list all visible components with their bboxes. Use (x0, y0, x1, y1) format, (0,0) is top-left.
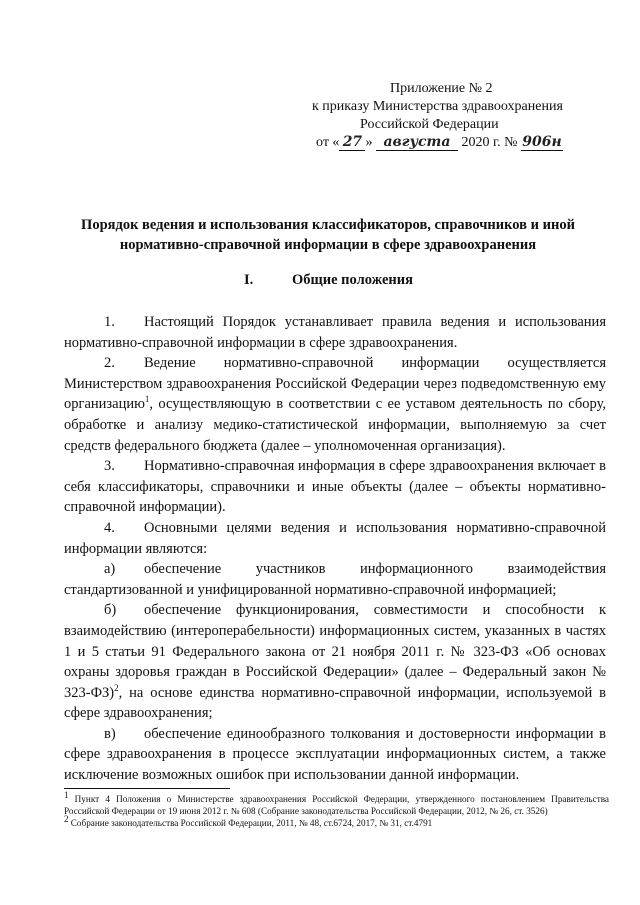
order-date-line (312, 134, 612, 152)
appendix-header (312, 80, 612, 152)
date-year: 2020 г. № (461, 135, 518, 150)
section-heading (244, 272, 413, 289)
paragraph-1: 1. Настоящий Порядок устанавливает правила ведения и использования нормативно-справочной информации в сфере здравоохранения. (64, 314, 606, 351)
ministry-name: Российской Федерации (360, 117, 499, 132)
section-title: Общие положения (292, 272, 413, 288)
handwritten-day: 27 (339, 134, 365, 151)
document-title: Порядок ведения и использования классификаторов, справочников и иной нормативно-справочной информации в сфере здравоохранения (81, 217, 575, 253)
footnote-1: $^1$ Пункт 4 Положения о Министерстве здравоохранения Российской Федерации, утвержденного постановлением Правительства Российской Федерации от 19 июня 2012 г. № 608 (Собрание законодательства Российской Федерации, 2012, № 26, ст. 3526) (64, 789, 610, 816)
footnote-2: $^2$ Собрание законодательства Российской Федерации, 2011, № 48, ст.6724, 2017, № 31, ст.4791 (64, 813, 433, 828)
footnote-ref-2: 2 (114, 682, 119, 693)
document-body (64, 312, 606, 786)
list-item-c: в) обеспечение единообразного толкования и достоверности информации в сфере здравоохранения в процессе эксплуатации информационных систем, а также исключение возможных ошибок при использовании данной информации. (64, 725, 606, 784)
list-item-b: б) обеспечение функционирования, совместимости и способности к взаимодействию (интероперабельности) информационных систем, указанных в частях 1 и 5 статьи 91 Федерального закона от 21 ноября 2011 г. № 323-ФЗ «Об основах охраны здоровья граждан в Российской Федерации» (далее – Федеральный закон № 323-ФЗ)$^2$, на основе единства нормативно-справочной информации, используемой в сфере здравоохранения; (64, 602, 606, 722)
section-number: I. (244, 272, 254, 288)
paragraph-2: 2. Ведение нормативно-справочной информации осуществляется Министерством здравоохранения Российской Федерации через подведомственную ему организацию$^1$, осуществляющую в соответствии с ее уставом деятельность по сбору, обработке и анализу медико-статистической информации, выполняемую за счет средств федерального бюджета (далее – уполномоченная организация). (64, 355, 606, 454)
appendix-label: Приложение № 2 (390, 81, 493, 96)
paragraph-3: 3. Нормативно-справочная информация в сфере здравоохранения включает в себя классификаторы, справочники и иные объекты (далее – объекты нормативно-справочной информации). (64, 458, 606, 516)
handwritten-month: августа (376, 134, 458, 151)
date-prefix: от « (316, 135, 340, 150)
handwritten-order-number: 906н (522, 134, 562, 150)
date-mid: » (365, 135, 373, 150)
paragraph-4: 4. Основными целями ведения и использования нормативно-справочной информации являются: (64, 519, 606, 557)
footnotes (64, 789, 610, 829)
footnote-divider (64, 788, 230, 789)
footnote-ref-1: 1 (144, 394, 150, 405)
order-reference: к приказу Министерства здравоохранения (312, 99, 563, 114)
list-item-a: а) обеспечение участников информационного взаимодействия стандартизованной и унифицированной нормативно-справочной информацией; (64, 561, 606, 598)
